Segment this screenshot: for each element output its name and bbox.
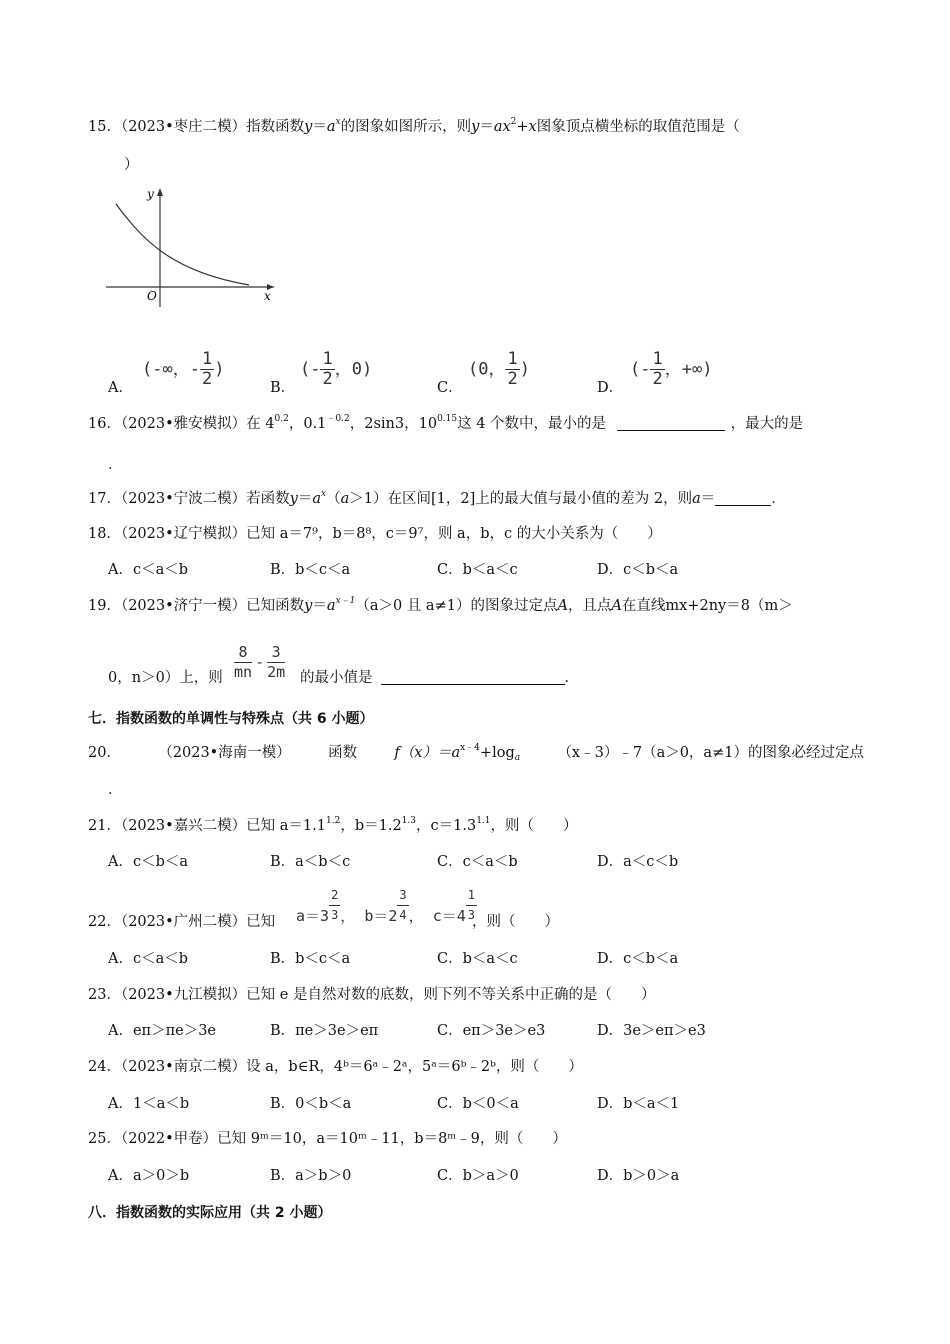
- q19-stem-2: 0，n＞0）上，则: [108, 670, 223, 686]
- q19-stem: 19．（2023•济宁一模）已知函数$y=a^{x﹣1}(a>0$ 且 a≠1）的图象过定点A，且点A在直线mx+2ny＝8（m＞: [88, 596, 793, 614]
- q22-option-a[interactable]: A．c＜a＜b: [108, 951, 189, 967]
- q18-stem: 18．（2023•辽宁模拟）已知 a＝7⁹，b＝8⁸，c＝9⁷，则 a，b，c 的大小关系为（ ）: [88, 526, 662, 542]
- q19-blank[interactable]: [381, 670, 565, 685]
- q21-option-a[interactable]: A．c＜b＜a: [108, 854, 189, 870]
- q17-blank[interactable]: [715, 491, 771, 506]
- q21-option-b[interactable]: B．a＜b＜c: [270, 854, 351, 870]
- q23-option-c[interactable]: C．eπ＞3e＞e3: [437, 1023, 546, 1039]
- q24-stem: 24．（2023•南京二模）设 a，b∈R，4ᵇ＝6ᵃ﹣2ᵃ，5ᵃ＝6ᵇ﹣2ᵇ，则（ ）: [88, 1059, 583, 1075]
- q17-stem: 17．（2023•宁波二模）若函数$y=a^x(a>1)$在区间[1，2]上的最大值与最小值的差为 2，则a＝ ．: [88, 489, 786, 507]
- q19-tail: 的最小值是 ．: [300, 670, 579, 686]
- q15-option-c: (0， $\frac{1}{2}$ ): [468, 349, 530, 389]
- q15-option-d-letter: D．: [597, 380, 624, 396]
- q15-option-a-letter: A．: [108, 380, 133, 396]
- q15-option-b-letter: B．: [270, 380, 296, 396]
- q15-option-d: (- $\frac{1}{2}$ ，+∞): [630, 349, 713, 389]
- q23-option-b[interactable]: B．πe＞3e＞eπ: [270, 1023, 379, 1039]
- q25-option-a[interactable]: A．a＞0＞b: [108, 1168, 190, 1184]
- q21-option-c[interactable]: C．c＜a＜b: [437, 854, 518, 870]
- q20-stem: 20． （2023•海南一模） 函数 $f(x)=a^{x﹣4}+\log_a$ （x﹣3）﹣7（a＞0，a≠1）的图象必经过定点: [88, 743, 864, 763]
- q22-option-d[interactable]: D．c＜b＜a: [597, 951, 679, 967]
- q15-option-c-letter: C．: [437, 380, 463, 396]
- q18-option-d[interactable]: D．c＜b＜a: [597, 562, 679, 578]
- graph-origin-label: O: [147, 289, 157, 303]
- q25-option-b[interactable]: B．a＞b＞0: [270, 1168, 352, 1184]
- q22-option-b[interactable]: B．b＜c＜a: [270, 951, 351, 967]
- q21-option-d[interactable]: D．a＜c＜b: [597, 854, 679, 870]
- q15-option-b: (- $\frac{1}{2}$ ，0): [300, 349, 373, 389]
- q15-close: ）: [124, 157, 139, 173]
- q16-stem: 16．（2023•雅安模拟）在 $4^{0.2}$，$0.1^{﹣0.2}$，2sin3，$10^{0.15}$这 4 个数中，最小的是 ，最大的是: [88, 414, 804, 432]
- q22-stem: 22．（2023•广州二模）已知: [88, 914, 276, 930]
- graph-y-label: y: [147, 187, 154, 201]
- q23-option-d[interactable]: D．3e＞eπ＞e3: [597, 1023, 706, 1039]
- graph-x-label: x: [264, 289, 271, 303]
- section-8-heading: 八．指数函数的实际应用（共 2 小题）: [88, 1205, 332, 1221]
- q23-stem: 23．（2023•九江模拟）已知 e 是自然对数的底数，则下列不等关系中正确的是（ ）: [88, 987, 656, 1003]
- q22-option-c[interactable]: C．b＜a＜c: [437, 951, 518, 967]
- q24-option-d[interactable]: D．b＜a＜1: [597, 1096, 680, 1112]
- q24-option-a[interactable]: A．1＜a＜b: [108, 1096, 190, 1112]
- q19-expression: $\frac{8}{mn}$ - $\frac{3}{2m}$: [234, 643, 286, 681]
- section-7-heading: 七．指数函数的单调性与特殊点（共 6 小题）: [88, 711, 374, 727]
- q22-tail: ，则（ ）: [472, 914, 559, 930]
- q24-option-c[interactable]: C．b＜0＜a: [437, 1096, 519, 1112]
- q18-option-c[interactable]: C．b＜a＜c: [437, 562, 518, 578]
- q20-end: ．: [108, 782, 123, 798]
- q24-option-b[interactable]: B．0＜b＜a: [270, 1096, 352, 1112]
- q22-values: a＝3 $\frac{2}{3}$ ， b＝2 $\frac{3}{4}$ ， c＝4 $\frac{1}{3}$: [296, 888, 475, 925]
- q23-option-a[interactable]: A．eπ＞πe＞3e: [108, 1023, 216, 1039]
- q25-option-d[interactable]: D．b＞0＞a: [597, 1168, 680, 1184]
- q15-option-a: (-∞，- $\frac{1}{2}$ ): [142, 349, 225, 389]
- q16-end: ．: [108, 457, 123, 473]
- q15-graph: [104, 182, 284, 312]
- q25-stem: 25．（2022•甲卷）已知 9ᵐ＝10，a＝10ᵐ﹣11，b＝8ᵐ﹣9，则（ ）: [88, 1131, 567, 1147]
- q25-option-c[interactable]: C．b＞a＞0: [437, 1168, 519, 1184]
- q15-stem: 15．（2023•枣庄二模）指数函数$y=a^x$的图象如图所示，则$y=ax^2+x$图象顶点横坐标的取值范围是（: [88, 117, 740, 135]
- q18-option-b[interactable]: B．b＜c＜a: [270, 562, 351, 578]
- q18-option-a[interactable]: A．c＜a＜b: [108, 562, 189, 578]
- q21-stem: 21．（2023•嘉兴二模）已知 $a=1.1^{1.2}$，$b=1.2^{1.3}$，$c=1.3^{1.1}$，则（ ）: [88, 816, 578, 834]
- q16-blank-min[interactable]: [617, 416, 725, 431]
